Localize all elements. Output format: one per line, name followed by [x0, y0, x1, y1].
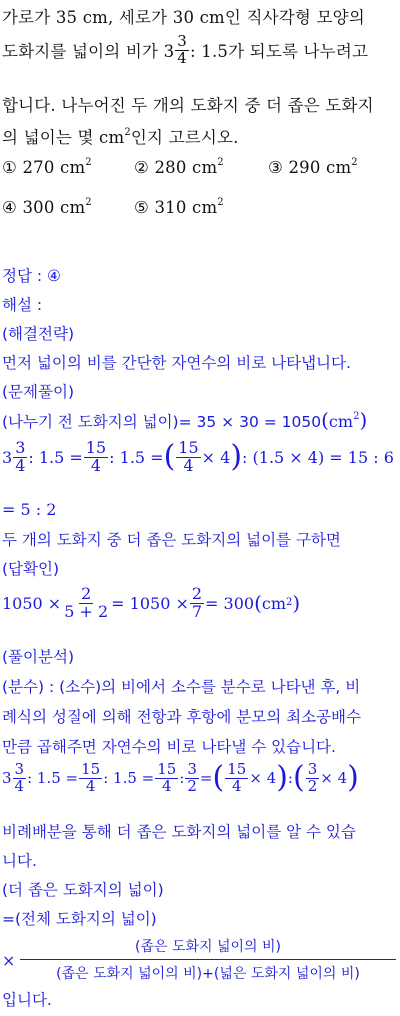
formula-end: 입니다. — [2, 991, 52, 1009]
ratio-fraction: $\frac{3}{4}$ — [177, 32, 188, 67]
analysis-line-2: 례식의 성질에 의해 전항과 후항에 분모의 최소공배수 — [2, 708, 361, 726]
total-area-equation: (나누기 전 도화지의 넓이)= $35 \times 30 = 1050(cm^2)$ — [2, 408, 368, 432]
formula-line-2: =(전체 도화지의 넓이) — [2, 910, 157, 928]
ratio-equation-2: 3 $\frac{3}{4}$ : 1.5 = $\frac{15}{4}$ : 1.5 = $\frac{15}{4}$ : $\frac{3}{2}$ = ( $\frac{15}{4}$ × 4 ) : ( $\frac{3}{2}$ × 4 ) — [2, 760, 359, 796]
question-line-4: 의 넓이는 몇 $cm^2$인지 고르시오. — [2, 127, 239, 147]
strategy-text: 먼저 넓이의 비를 간단한 자연수의 비로 나타냅니다. — [2, 354, 351, 372]
formula-line-1: (더 좁은 도화지의 넓이) — [2, 881, 164, 899]
narrow-area-text: 두 개의 도화지 중 더 좁은 도화지의 넓이를 구하면 — [2, 531, 341, 549]
option-1[interactable]: ① 270 $cm^2$ — [2, 157, 92, 177]
explain-label: 해설 : — [2, 296, 43, 314]
analysis-label: (풀이분석) — [2, 648, 74, 666]
question-line-3: 합니다. 나누어진 두 개의 도화지 중 더 좁은 도화지 — [2, 96, 374, 115]
solve-label: (문제풀이) — [2, 383, 74, 401]
check-label: (답확인) — [2, 560, 60, 578]
question-line-2: 도화지를 넓이의 비가 3 $\frac{3}{4}$ : 1.5가 되도록 나누려고 — [2, 32, 369, 67]
formula-fraction: × (좁은 도화지 넓이의 비) (좁은 도화지 넓이의 비)+(넓은 도화지 넓이의 비) — [0, 936, 400, 986]
strategy-label: (해결전략) — [2, 325, 74, 343]
proportion-line-1: 비례배분을 통해 더 좁은 도화지의 넓이를 알 수 있습 — [2, 823, 356, 841]
option-5[interactable]: ⑤ 310 $cm^2$ — [134, 197, 224, 217]
analysis-line-1: (분수) : (소수)의 비에서 소수를 분수로 나타낸 후, 비 — [2, 678, 361, 696]
option-3[interactable]: ③ 290 $cm^2$ — [268, 157, 358, 177]
answer-line: 정답 : ④ — [2, 267, 61, 285]
ratio-equation-1b: = 5 : 2 — [2, 500, 57, 519]
check-equation: 1050 × $\frac{2}{5 + 2}$ = 1050 × $\frac{2}{7}$ = 300 ( cm 2 ) — [2, 584, 301, 621]
option-4[interactable]: ④ 300 $cm^2$ — [2, 197, 92, 217]
ratio-equation-1: 3 $\frac{3}{4}$ : 1.5 = $\frac{15}{4}$ : 1.5 = ( $\frac{15}{4}$ × 4 ) : (1.5 × 4) = 15 : 6 — [2, 438, 394, 475]
option-2[interactable]: ② 280 $cm^2$ — [134, 157, 224, 177]
question-line-1: 가로가 35 cm, 세로가 30 cm인 직사각형 모양의 — [2, 8, 365, 27]
analysis-line-3: 만큼 곱해주면 자연수의 비로 나타낼 수 있습니다. — [2, 738, 336, 756]
proportion-line-2: 니다. — [2, 852, 37, 870]
